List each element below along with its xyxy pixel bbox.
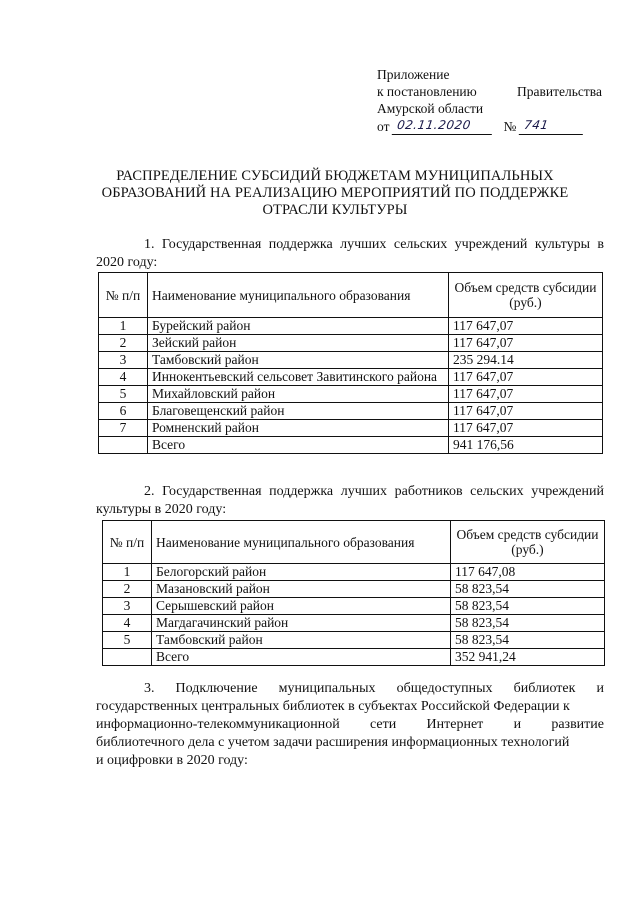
appendix-title: Приложение	[377, 67, 450, 82]
table-row	[103, 598, 605, 615]
row-name-cell: Мазановский район	[152, 581, 451, 598]
handwritten-date: 02.11.2020	[392, 117, 495, 135]
row-number-cell: 5	[103, 632, 152, 649]
table-row	[99, 386, 603, 403]
row-name-cell: Благовещенский район	[148, 403, 449, 420]
document-title	[95, 168, 575, 219]
header-amount: Объем средств субсидии (руб.)	[451, 521, 605, 564]
row-amount-cell: 117 647,07	[449, 403, 603, 420]
s3-word: и	[513, 717, 522, 732]
total-amount-cell: 941 176,56	[449, 437, 603, 454]
section-3-line-5: и оцифровки в 2020 году:	[96, 753, 248, 768]
appendix-block	[377, 66, 602, 135]
total-empty-cell	[99, 437, 148, 454]
s3-word: информационно-телекоммуникационной	[96, 717, 340, 732]
row-number-cell: 2	[103, 581, 152, 598]
table-total-row	[99, 437, 603, 454]
row-amount-cell: 58 823,54	[451, 598, 605, 615]
table-row	[99, 420, 603, 437]
appendix-date-number-line	[377, 117, 602, 135]
s3-word: общедоступных	[396, 681, 493, 696]
header-num: № п/п	[99, 273, 148, 318]
header-name: Наименование муниципального образования	[148, 273, 449, 318]
s3-word: и	[596, 681, 604, 696]
row-number-cell: 7	[99, 420, 148, 437]
row-number-cell: 6	[99, 403, 148, 420]
table-row	[99, 318, 603, 335]
appendix-resolution-text: к постановлению	[377, 84, 477, 99]
number-prefix: №	[503, 119, 517, 134]
s3-word: 3.	[144, 681, 155, 696]
s3-word: сети	[370, 717, 397, 732]
section-2-table	[102, 520, 605, 666]
appendix-government-text: Правительства	[517, 84, 602, 99]
s3-word: библиотек	[513, 681, 576, 696]
row-amount-cell: 58 823,54	[451, 581, 605, 598]
row-name-cell: Серышевский район	[152, 598, 451, 615]
section-3-line-3	[96, 716, 604, 734]
row-amount-cell: 117 647,07	[449, 369, 603, 386]
table-row	[99, 352, 603, 369]
table-header-row	[103, 521, 605, 564]
section-2-heading	[96, 483, 604, 519]
row-amount-cell: 235 294.14	[449, 352, 603, 369]
table-header-row	[99, 273, 603, 318]
row-amount-cell: 117 647,07	[449, 335, 603, 352]
section-2-text: 2. Государственная поддержка лучших работников сельских учреждений культуры в 2020 году:	[96, 484, 604, 517]
row-name-cell: Ромненский район	[148, 420, 449, 437]
row-number-cell: 3	[103, 598, 152, 615]
table-row	[99, 369, 603, 386]
row-number-cell: 5	[99, 386, 148, 403]
table-row	[103, 581, 605, 598]
total-label-cell: Всего	[148, 437, 449, 454]
total-label-cell: Всего	[152, 649, 451, 666]
section-3-line-1	[96, 680, 604, 698]
row-number-cell: 3	[99, 352, 148, 369]
appendix-resolution-line	[377, 83, 602, 100]
table-total-row	[103, 649, 605, 666]
table-row	[103, 632, 605, 649]
table-row	[103, 564, 605, 581]
section-1-heading	[96, 236, 604, 272]
title-line-3: ОТРАСЛИ КУЛЬТУРЫ	[262, 202, 408, 218]
appendix-region: Амурской области	[377, 101, 484, 116]
section-3-line-2: государственных центральных библиотек в субъектах Российской Федерации к	[96, 699, 570, 714]
s3-word: Интернет	[426, 717, 484, 732]
header-name: Наименование муниципального образования	[152, 521, 451, 564]
row-number-cell: 4	[103, 615, 152, 632]
row-number-cell: 4	[99, 369, 148, 386]
section-3-line-4: библиотечного дела с учетом задачи расширения информационных технологий	[96, 735, 570, 750]
title-line-1: РАСПРЕДЕЛЕНИЕ СУБСИДИЙ БЮДЖЕТАМ МУНИЦИПАЛЬНЫХ	[116, 168, 554, 184]
row-amount-cell: 58 823,54	[451, 615, 605, 632]
row-number-cell: 1	[99, 318, 148, 335]
header-amount: Объем средств субсидии (руб.)	[449, 273, 603, 318]
section-1-table	[98, 272, 603, 454]
header-num: № п/п	[103, 521, 152, 564]
table-row	[99, 403, 603, 420]
row-name-cell: Иннокентьевский сельсовет Завитинского района	[148, 369, 449, 386]
row-name-cell: Магдагачинский район	[152, 615, 451, 632]
handwritten-number: 741	[519, 117, 586, 135]
total-amount-cell: 352 941,24	[451, 649, 605, 666]
date-prefix: от	[377, 119, 390, 134]
total-empty-cell	[103, 649, 152, 666]
row-name-cell: Тамбовский район	[148, 352, 449, 369]
row-amount-cell: 58 823,54	[451, 632, 605, 649]
row-amount-cell: 117 647,07	[449, 318, 603, 335]
title-line-2: ОБРАЗОВАНИЙ НА РЕАЛИЗАЦИЮ МЕРОПРИЯТИЙ ПО ПОДДЕРЖКЕ	[101, 185, 569, 201]
row-number-cell: 2	[99, 335, 148, 352]
row-amount-cell: 117 647,07	[449, 386, 603, 403]
section-1-text: 1. Государственная поддержка лучших сельских учреждений культуры в 2020 году:	[96, 237, 604, 270]
row-name-cell: Бурейский район	[148, 318, 449, 335]
row-amount-cell: 117 647,08	[451, 564, 605, 581]
s3-word: развитие	[551, 717, 604, 732]
s3-word: муниципальных	[278, 681, 376, 696]
s3-word: Подключение	[175, 681, 258, 696]
row-amount-cell: 117 647,07	[449, 420, 603, 437]
row-name-cell: Тамбовский район	[152, 632, 451, 649]
row-name-cell: Зейский район	[148, 335, 449, 352]
section-3-paragraph	[96, 680, 604, 770]
row-name-cell: Белогорский район	[152, 564, 451, 581]
row-number-cell: 1	[103, 564, 152, 581]
table-row	[103, 615, 605, 632]
table-row	[99, 335, 603, 352]
row-name-cell: Михайловский район	[148, 386, 449, 403]
